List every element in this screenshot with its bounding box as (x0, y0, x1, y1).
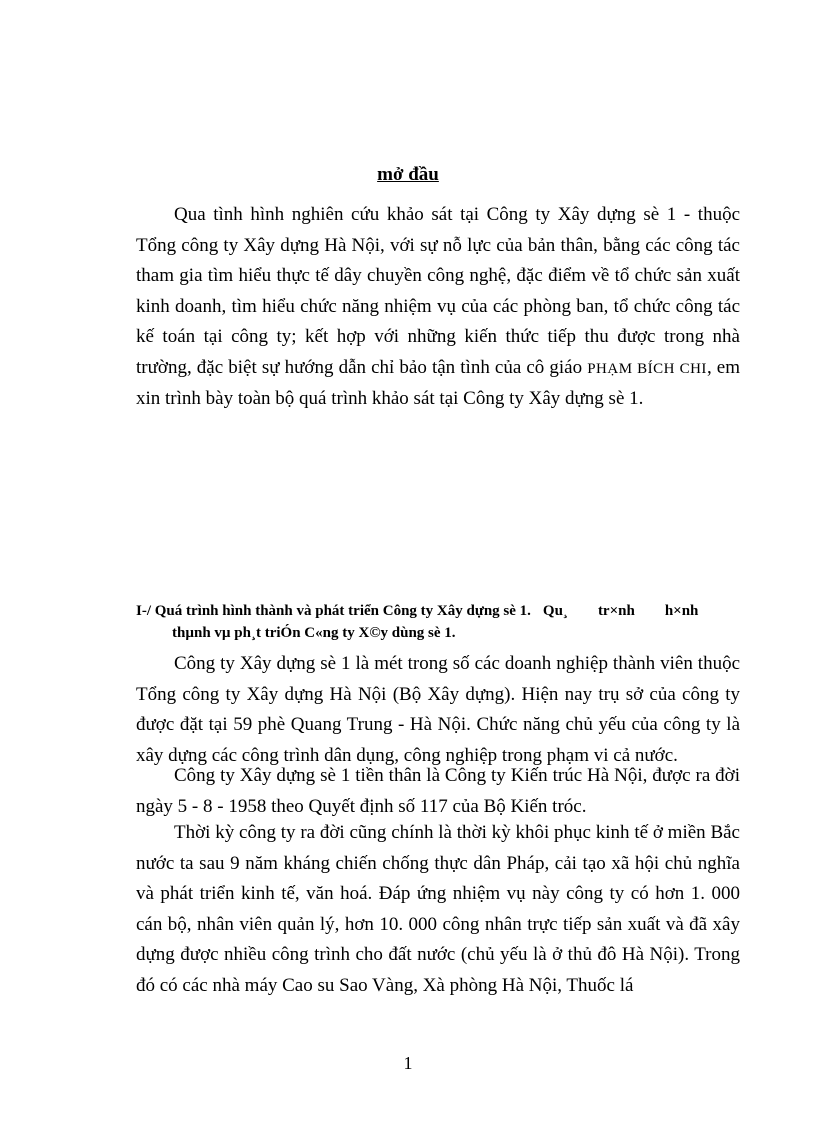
paragraph-company-history: Thời kỳ công ty ra đời cũng chính là thời kỳ khôi phục kinh tế ở miền Bắc nước ta sau 9 năm kháng chiến chống thực dân Pháp, cải tạo xã hội chủ nghĩa và phát triển kinh tế, văn hoá. Đáp ứng nhiệm vụ này công ty có hơn 1. 000 cán bộ, nhân viên quản lý, hơn 10. 000 công nhân trực tiếp sản xuất và đã xây dựng được nhiều công trình cho đất nước (chủ yếu là ở thủ đô Hà Nội). Trong đó có các nhà máy Cao su Sao Vàng, Xà phòng Hà Nội, Thuốc lá (136, 822, 740, 996)
section-heading (136, 600, 740, 644)
page-number: 1 (403, 1053, 413, 1073)
section-heading-garble-a: Qu¸ (542, 603, 568, 619)
section-heading-garble-b: tr×nh (597, 603, 635, 619)
paragraph-company-overview: Công ty Xây dựng sè 1 là mét trong số các doanh nghiệp thành viên thuộc Tổng công ty Xây dựng Hà Nội (Bộ Xây dựng). Hiện nay trụ sở của công ty được đặt tại 59 phè Quang Trung - Hà Nội. Chức năng chủ yếu của công ty là xây dựng các công trình dân dụng, công nghiệp trong phạm vi cả nước. (136, 653, 740, 766)
section-heading-text: I-/ Quá trình hình thành và phát triển Công ty Xây dựng sè 1. (136, 603, 531, 619)
section-heading-line-1 (136, 600, 740, 622)
intro-text: Qua tình hình nghiên cứu khảo sát tại Công ty Xây dựng sè 1 - thuộc Tổng công ty Xây dựng Hà Nội, với sự nỗ lực của bản thân, bằng các công tác tham gia tìm hiểu thực tế dây chuyền công nghệ, đặc điểm về tổ chức sản xuất kinh doanh, tìm hiểu chức năng nhiệm vụ của các phòng ban, tổ chức công tác kế toán tại công ty; kết hợp với những kiến thức tiếp thu được trong nhà trường, đặc biệt sự hướng dẫn chỉ bảo tận tình của cô giáo (136, 204, 740, 378)
paragraph-company-origin: Công ty Xây dựng sè 1 tiền thân là Công ty Kiến trúc Hà Nội, được ra đời ngày 5 - 8 - 1958 theo Quyết định số 117 của Bộ Kiến tróc. (136, 765, 740, 817)
teacher-name: PHẠM BÍCH CHI (587, 360, 707, 377)
intro-text-end: , em xin trình bày toàn bộ quá trình khảo sát tại Công ty Xây dựng sè 1. (136, 356, 740, 409)
intro-paragraph (136, 200, 740, 415)
section-heading-garble-c: h×nh (664, 603, 699, 619)
section-heading-line-2: thµnh vµ ph¸t triÓn C«ng ty X©y dùng sè 1. (172, 625, 456, 641)
document-title: mở đầu (377, 164, 439, 185)
